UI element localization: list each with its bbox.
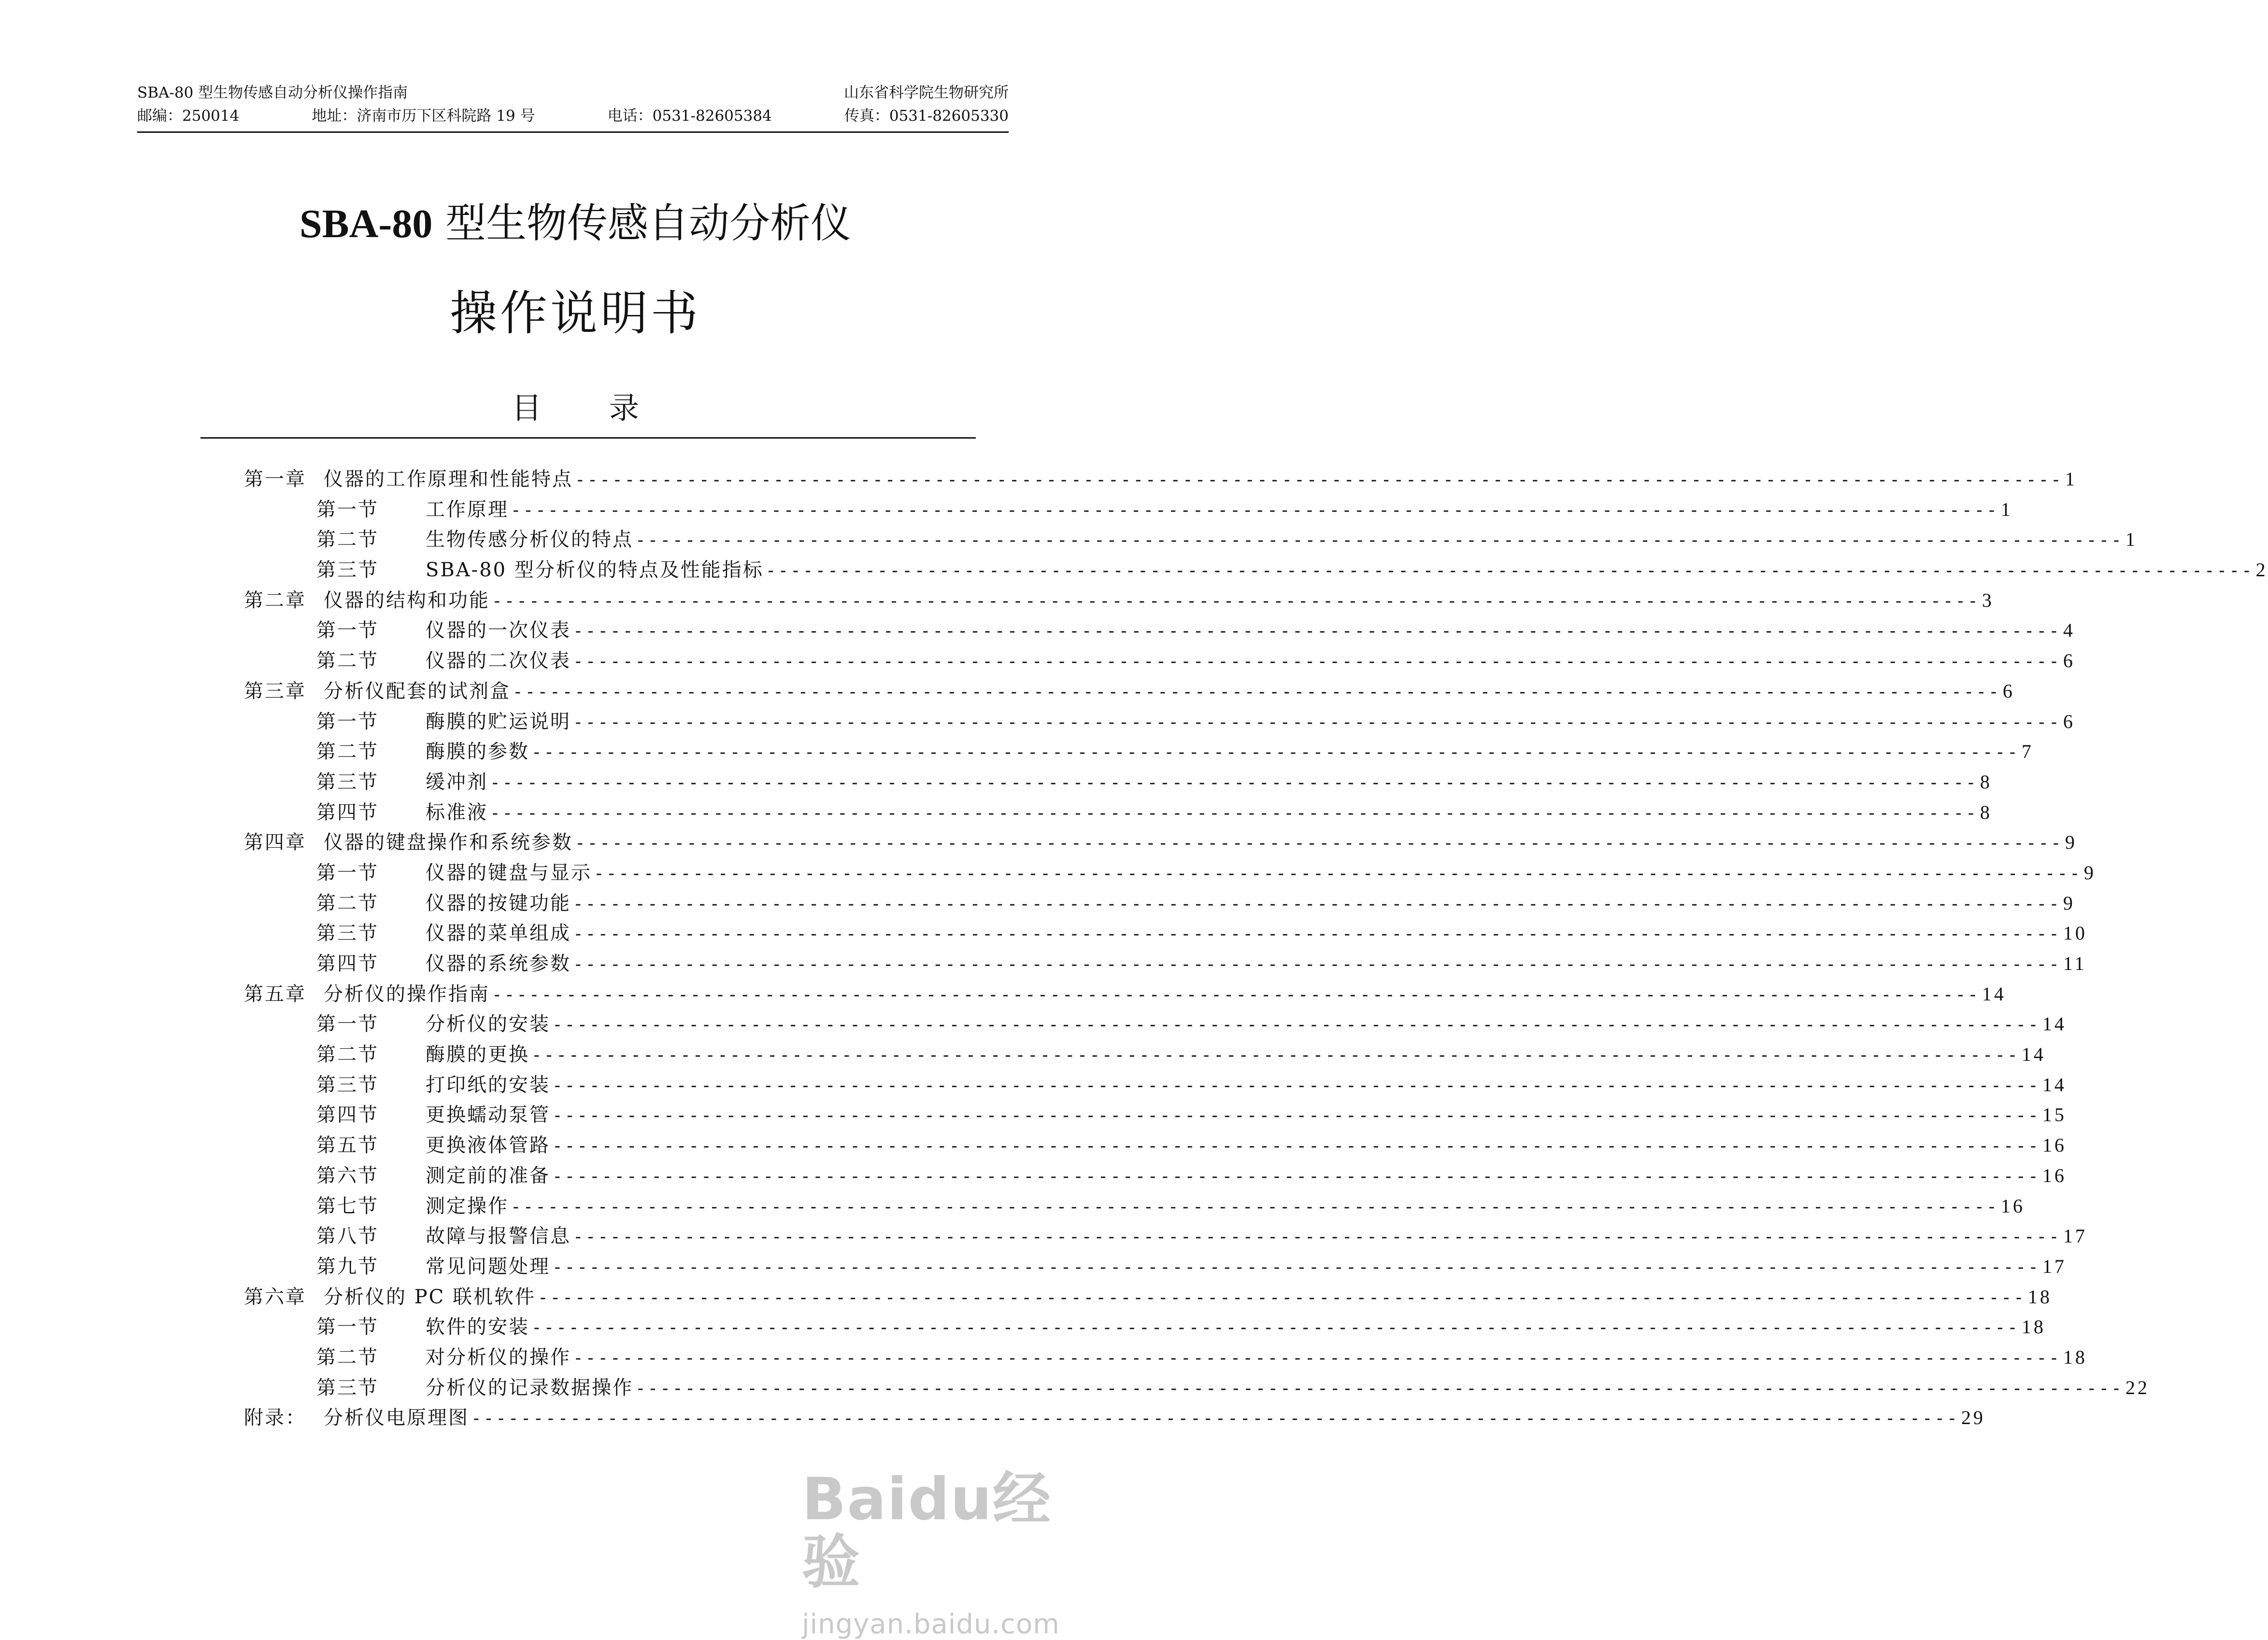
toc-section-entry xyxy=(244,1009,2067,1039)
toc-chapter-entry xyxy=(244,1282,2052,1312)
toc-entry-page: 6 xyxy=(2002,680,2015,702)
toc-entry-label xyxy=(244,494,509,522)
toc-section-entry xyxy=(244,736,2034,767)
toc-entry-page: 6 xyxy=(2063,650,2075,672)
toc-entry-number: 第一节 xyxy=(316,498,379,521)
toc-entry-number: 第一节 xyxy=(316,1316,379,1339)
toc-entry-number: 第二节 xyxy=(316,1346,379,1369)
toc-entry-title: 测定操作 xyxy=(426,1195,509,1217)
toc-entry-page: 18 xyxy=(2021,1316,2046,1338)
toc-entry-page: 8 xyxy=(1980,801,1992,823)
toc-section-entry xyxy=(244,1312,2046,1342)
toc-dot-leader: ------------------------------------------------------------------------------------------------------------------------ xyxy=(492,984,1980,1005)
toc-entry-label xyxy=(244,979,490,1006)
header-address: 地址：济南市历下区科院路 19 号 xyxy=(312,107,535,125)
toc-dot-leader: ------------------------------------------------------------------------------------------------------------------------ xyxy=(552,1015,2040,1035)
toc-entry-title: 仪器的键盘与显示 xyxy=(426,861,592,884)
toc-dot-leader: ------------------------------------------------------------------------------------------------------------------------ xyxy=(552,1075,2040,1096)
toc-entry-label xyxy=(244,918,571,945)
toc-entry-label xyxy=(244,1342,571,1369)
toc-dot-leader: ------------------------------------------------------------------------------------------------------------------------ xyxy=(573,1348,2061,1368)
toc-entry-label xyxy=(244,1070,550,1097)
toc-entry-page: 8 xyxy=(1980,770,1992,793)
toc-entry-page: 11 xyxy=(2063,953,2087,974)
toc-entry-number: 第一节 xyxy=(316,710,379,733)
toc-chapter-entry xyxy=(244,464,2077,494)
toc-section-entry xyxy=(244,1099,2067,1130)
toc-entry-label xyxy=(244,1160,550,1188)
toc-entry-title: 分析仪的 PC 联机软件 xyxy=(324,1285,536,1308)
toc-entry-number: 第三节 xyxy=(316,770,379,793)
toc-chapter-entry xyxy=(244,585,1994,615)
toc-entry-number: 第五节 xyxy=(316,1134,379,1157)
toc-dot-leader: ------------------------------------------------------------------------------------------------------------------------ xyxy=(573,924,2061,944)
toc-dot-leader: ------------------------------------------------------------------------------------------------------------------------ xyxy=(573,1227,2061,1247)
toc-entry-number: 第四节 xyxy=(316,801,379,824)
toc-chapter-entry xyxy=(244,979,2006,1009)
toc-entry-label xyxy=(244,1039,529,1067)
toc-section-entry xyxy=(244,645,2075,676)
toc-entry-title: 分析仪的操作指南 xyxy=(324,983,490,1005)
toc-entry-label xyxy=(244,888,571,915)
toc-section-entry xyxy=(244,857,2096,888)
toc-entry-title: 故障与报警信息 xyxy=(426,1225,571,1248)
toc-entry-label xyxy=(244,948,571,976)
table-of-contents xyxy=(244,464,2268,1433)
toc-entry-label xyxy=(244,736,529,764)
toc-entry-title: 常见问题处理 xyxy=(426,1255,550,1278)
toc-entry-page: 1 xyxy=(2125,528,2138,551)
toc-entry-title: 工作原理 xyxy=(426,498,509,521)
toc-entry-title: 仪器的按键功能 xyxy=(426,892,571,914)
toc-entry-title: 仪器的一次仪表 xyxy=(426,619,571,642)
toc-entry-number: 第九节 xyxy=(316,1255,379,1278)
header-phone: 电话：0531-82605384 xyxy=(607,107,772,125)
toc-section-entry xyxy=(244,555,2268,585)
toc-dot-leader: ------------------------------------------------------------------------------------------------------------------------ xyxy=(531,1045,2020,1066)
toc-dot-leader: ------------------------------------------------------------------------------------------------------------------------ xyxy=(490,772,1978,793)
toc-entry-label xyxy=(244,585,490,613)
toc-entry-page: 18 xyxy=(2063,1346,2087,1368)
toc-entry-page: 6 xyxy=(2063,710,2075,732)
toc-entry-number: 第七节 xyxy=(316,1195,379,1217)
toc-entry-title: 打印纸的安装 xyxy=(426,1073,550,1096)
toc-entry-page: 2 xyxy=(2255,559,2268,581)
toc-dot-leader: ------------------------------------------------------------------------------------------------------------------------ xyxy=(552,1166,2040,1186)
toc-entry-label xyxy=(244,1251,550,1279)
toc-entry-label xyxy=(244,1221,571,1248)
toc-dot-leader: ------------------------------------------------------------------------------------------------------------------------ xyxy=(575,833,2063,854)
header-divider xyxy=(137,131,1009,133)
toc-entry-title: 仪器的键盘操作和系统参数 xyxy=(324,831,573,854)
toc-entry-page: 9 xyxy=(2065,831,2077,854)
toc-entry-title: 仪器的工作原理和性能特点 xyxy=(324,468,573,490)
toc-entry-label xyxy=(244,857,592,885)
toc-entry-page: 14 xyxy=(2021,1043,2046,1066)
toc-entry-number: 第三节 xyxy=(316,922,379,945)
toc-entry-page: 9 xyxy=(2083,861,2096,884)
toc-entry-number: 第六章 xyxy=(244,1285,306,1308)
toc-entry-number: 第三章 xyxy=(244,680,306,702)
toc-entry-title: 仪器的菜单组成 xyxy=(426,922,571,945)
toc-section-entry xyxy=(244,1070,2067,1100)
toc-section-entry xyxy=(244,1372,2150,1403)
toc-entry-title: 测定前的准备 xyxy=(426,1164,550,1187)
toc-entry-label xyxy=(244,615,571,642)
toc-dot-leader: ------------------------------------------------------------------------------------------------------------------------ xyxy=(537,1287,2026,1308)
toc-entry-page: 10 xyxy=(2063,922,2087,944)
toc-chapter-entry xyxy=(244,1402,1985,1433)
toc-dot-leader: ------------------------------------------------------------------------------------------------------------------------ xyxy=(531,742,2020,763)
toc-entry-title: 分析仪的记录数据操作 xyxy=(426,1376,633,1399)
toc-dot-leader: ------------------------------------------------------------------------------------------------------------------------ xyxy=(635,530,2124,551)
toc-entry-number: 第二节 xyxy=(316,741,379,763)
toc-entry-number: 第六节 xyxy=(316,1164,379,1187)
toc-entry-title: 酶膜的参数 xyxy=(426,741,529,763)
toc-entry-label xyxy=(244,1312,529,1339)
watermark-brand: Baidu经验 xyxy=(802,1466,1052,1596)
toc-dot-leader: ------------------------------------------------------------------------------------------------------------------------ xyxy=(575,470,2063,490)
toc-entry-number: 第三节 xyxy=(316,559,379,582)
toc-section-entry xyxy=(244,888,2075,918)
toc-entry-number: 第二节 xyxy=(316,650,379,672)
toc-entry-title: 软件的安装 xyxy=(426,1316,529,1339)
toc-chapter-entry xyxy=(244,676,2015,706)
document-title xyxy=(0,191,1151,249)
toc-entry-page: 9 xyxy=(2063,892,2075,914)
toc-entry-page: 7 xyxy=(2021,741,2034,763)
header-doc-title: SBA-80 型生物传感自动分析仪操作指南 xyxy=(137,84,408,101)
toc-entry-title: 更换液体管路 xyxy=(426,1134,550,1157)
document-subtitle: 操作说明书 xyxy=(449,286,701,341)
toc-entry-number: 第一节 xyxy=(316,861,379,884)
toc-entry-title: 标准液 xyxy=(426,801,488,824)
toc-entry-number: 第一节 xyxy=(316,1013,379,1036)
document-title-rest: 型生物传感自动分析仪 xyxy=(432,200,852,247)
toc-entry-label xyxy=(244,1130,550,1157)
toc-entry-title: 缓冲剂 xyxy=(426,770,488,793)
toc-entry-page: 14 xyxy=(1982,983,2006,1005)
toc-dot-leader: ------------------------------------------------------------------------------------------------------------------------ xyxy=(492,591,1980,611)
toc-dot-leader: ------------------------------------------------------------------------------------------------------------------------ xyxy=(765,561,2254,581)
toc-entry-title: 酶膜的贮运说明 xyxy=(426,710,571,733)
toc-entry-number: 第一章 xyxy=(244,468,306,490)
toc-entry-title: 仪器的系统参数 xyxy=(426,953,571,975)
toc-entry-number: 第二节 xyxy=(316,1043,379,1066)
toc-entry-label xyxy=(244,1402,469,1430)
header-row-contact xyxy=(137,104,1009,128)
toc-entry-page: 14 xyxy=(2042,1013,2067,1035)
toc-section-entry xyxy=(244,1191,2025,1221)
toc-section-entry xyxy=(244,1130,2067,1160)
toc-entry-label xyxy=(244,1372,633,1400)
toc-section-entry xyxy=(244,797,1992,827)
toc-entry-page: 17 xyxy=(2063,1225,2087,1247)
toc-entry-page: 22 xyxy=(2125,1376,2150,1398)
document-title-model: SBA-80 xyxy=(299,201,433,246)
toc-entry-number: 第三节 xyxy=(316,1376,379,1399)
toc-entry-number: 第四节 xyxy=(316,953,379,975)
toc-section-entry xyxy=(244,1251,2067,1282)
header-institute: 山东省科学院生物研究所 xyxy=(844,84,1009,101)
toc-entry-label xyxy=(244,797,488,825)
toc-entry-title: 分析仪电原理图 xyxy=(324,1407,469,1429)
toc-entry-page: 1 xyxy=(2000,498,2013,520)
toc-entry-title: 仪器的结构和功能 xyxy=(324,589,490,612)
toc-section-entry xyxy=(244,1039,2046,1070)
header-postcode: 邮编：250014 xyxy=(137,107,240,125)
toc-dot-leader: ------------------------------------------------------------------------------------------------------------------------ xyxy=(635,1378,2124,1398)
page-header xyxy=(137,81,1009,133)
toc-entry-label xyxy=(244,555,764,582)
toc-entry-label xyxy=(244,1191,509,1218)
toc-entry-number: 第三节 xyxy=(316,1073,379,1096)
toc-entry-number: 第八节 xyxy=(316,1225,379,1248)
toc-section-entry xyxy=(244,948,2087,979)
toc-entry-page: 1 xyxy=(2065,468,2077,490)
toc-dot-leader: ------------------------------------------------------------------------------------------------------------------------ xyxy=(573,621,2061,642)
toc-section-entry xyxy=(244,524,2138,555)
toc-entry-label xyxy=(244,827,573,855)
toc-entry-title: 分析仪的安装 xyxy=(426,1013,550,1036)
header-row-top xyxy=(137,81,1009,104)
toc-dot-leader: ------------------------------------------------------------------------------------------------------------------------ xyxy=(471,1409,1959,1429)
toc-section-entry xyxy=(244,1342,2087,1372)
toc-entry-title: 生物传感分析仪的特点 xyxy=(426,528,633,551)
toc-dot-leader: ------------------------------------------------------------------------------------------------------------------------ xyxy=(511,1197,1999,1217)
toc-entry-title: 分析仪配套的试剂盒 xyxy=(324,680,511,702)
header-fax: 传真：0531-82605330 xyxy=(844,107,1009,125)
toc-entry-number: 附录： xyxy=(244,1407,306,1429)
toc-dot-leader: ------------------------------------------------------------------------------------------------------------------------ xyxy=(573,652,2061,672)
toc-section-entry xyxy=(244,1160,2067,1191)
toc-divider xyxy=(200,437,976,439)
watermark xyxy=(802,1466,1101,1640)
toc-dot-leader: ------------------------------------------------------------------------------------------------------------------------ xyxy=(573,894,2061,914)
toc-entry-label xyxy=(244,1099,550,1127)
toc-entry-number: 第二节 xyxy=(316,528,379,551)
toc-entry-page: 29 xyxy=(1961,1407,1985,1429)
toc-section-entry xyxy=(244,767,1992,797)
toc-dot-leader: ------------------------------------------------------------------------------------------------------------------------ xyxy=(490,803,1978,823)
toc-entry-number: 第二章 xyxy=(244,589,306,612)
toc-entry-page: 16 xyxy=(2042,1134,2067,1156)
watermark-url: jingyan.baidu.com xyxy=(802,1609,1060,1640)
toc-entry-page: 18 xyxy=(2027,1285,2052,1308)
toc-section-entry xyxy=(244,615,2075,645)
toc-dot-leader: ------------------------------------------------------------------------------------------------------------------------ xyxy=(594,863,2082,884)
toc-entry-title: 仪器的二次仪表 xyxy=(426,650,571,672)
toc-entry-number: 第四章 xyxy=(244,831,306,854)
toc-entry-label xyxy=(244,676,511,703)
toc-entry-label xyxy=(244,1009,550,1036)
toc-dot-leader: ------------------------------------------------------------------------------------------------------------------------ xyxy=(531,1318,2020,1338)
toc-entry-page: 16 xyxy=(2000,1195,2025,1217)
toc-section-entry xyxy=(244,1221,2087,1251)
toc-entry-page: 17 xyxy=(2042,1255,2067,1277)
toc-dot-leader: ------------------------------------------------------------------------------------------------------------------------ xyxy=(511,500,1999,520)
toc-heading: 目 录 xyxy=(512,390,639,426)
toc-entry-page: 16 xyxy=(2042,1164,2067,1186)
toc-entry-label xyxy=(244,645,571,673)
toc-section-entry xyxy=(244,706,2075,737)
toc-entry-label xyxy=(244,464,573,491)
toc-dot-leader: ------------------------------------------------------------------------------------------------------------------------ xyxy=(552,1136,2040,1156)
toc-section-entry xyxy=(244,494,2013,525)
toc-entry-title: SBA-80 型分析仪的特点及性能指标 xyxy=(426,559,764,582)
toc-section-entry xyxy=(244,918,2087,948)
toc-entry-title: 更换蠕动泵管 xyxy=(426,1104,550,1127)
toc-entry-number: 第二节 xyxy=(316,892,379,914)
toc-entry-page: 3 xyxy=(1982,589,1994,611)
toc-entry-page: 4 xyxy=(2063,619,2075,642)
toc-entry-number: 第五章 xyxy=(244,983,306,1005)
toc-dot-leader: ------------------------------------------------------------------------------------------------------------------------ xyxy=(573,712,2061,732)
toc-entry-label xyxy=(244,767,488,794)
toc-dot-leader: ------------------------------------------------------------------------------------------------------------------------ xyxy=(573,955,2061,974)
toc-entry-label xyxy=(244,524,633,552)
toc-entry-page: 14 xyxy=(2042,1073,2067,1096)
toc-chapter-entry xyxy=(244,827,2077,857)
toc-entry-number: 第一节 xyxy=(316,619,379,642)
toc-entry-title: 对分析仪的操作 xyxy=(426,1346,571,1369)
toc-dot-leader: ------------------------------------------------------------------------------------------------------------------------ xyxy=(552,1257,2040,1277)
toc-entry-label xyxy=(244,706,571,734)
toc-entry-label xyxy=(244,1282,536,1309)
toc-entry-title: 酶膜的更换 xyxy=(426,1043,529,1066)
toc-entry-page: 15 xyxy=(2042,1104,2067,1126)
toc-entry-number: 第四节 xyxy=(316,1104,379,1127)
toc-dot-leader: ------------------------------------------------------------------------------------------------------------------------ xyxy=(513,682,2001,702)
toc-dot-leader: ------------------------------------------------------------------------------------------------------------------------ xyxy=(552,1106,2040,1126)
